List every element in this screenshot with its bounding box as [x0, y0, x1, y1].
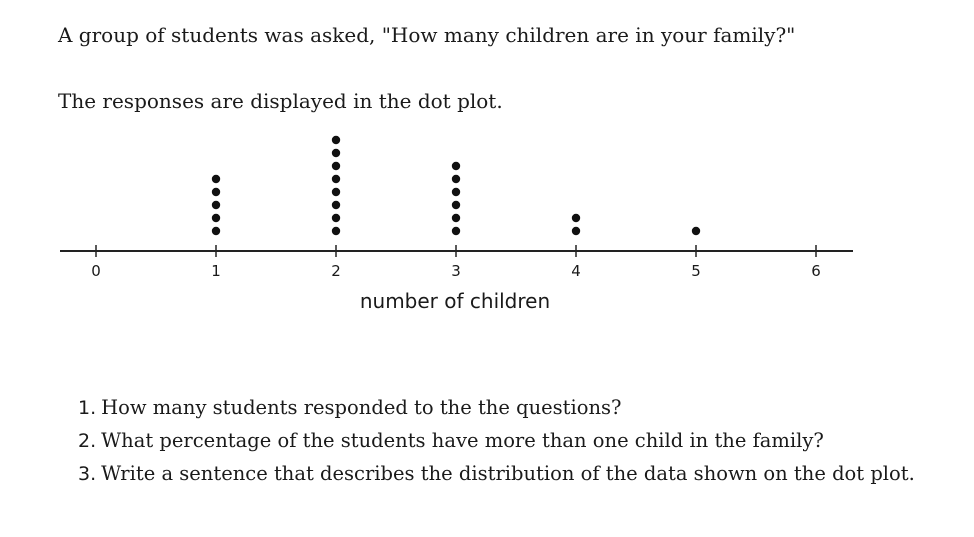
data-dot	[452, 227, 460, 235]
question-item	[78, 457, 915, 490]
question-item	[78, 391, 915, 424]
intro-question-text: A group of students was asked, "How many children are in your family?"	[58, 23, 796, 47]
question-number: 3.	[78, 463, 97, 485]
data-dot	[332, 136, 340, 144]
question-text: What percentage of the students have more than one child in the family?	[101, 429, 824, 452]
data-dot	[212, 227, 220, 235]
data-dot	[692, 227, 700, 235]
tick-labels	[91, 262, 821, 280]
data-dot	[212, 201, 220, 209]
data-dot	[452, 188, 460, 196]
tick-label: 1	[211, 262, 221, 280]
tick-label: 4	[571, 262, 581, 280]
data-dot	[572, 214, 580, 222]
question-number: 1.	[78, 397, 97, 419]
dot-plot	[0, 130, 974, 320]
data-dot	[452, 175, 460, 183]
intro-description-text: The responses are displayed in the dot plot.	[58, 89, 503, 113]
data-dot	[212, 175, 220, 183]
data-dot	[332, 162, 340, 170]
data-dot	[452, 162, 460, 170]
data-dot	[212, 214, 220, 222]
x-axis-title: number of children	[359, 289, 551, 313]
data-dots	[212, 136, 700, 235]
data-dot	[572, 227, 580, 235]
tick-label: 0	[91, 262, 101, 280]
tick-label: 5	[691, 262, 701, 280]
data-dot	[332, 188, 340, 196]
question-text: Write a sentence that describes the distribution of the data shown on the dot plot.	[101, 462, 915, 485]
question-number: 2.	[78, 430, 97, 452]
data-dot	[332, 214, 340, 222]
tick-label: 6	[811, 262, 821, 280]
question-text: How many students responded to the the questions?	[101, 396, 622, 419]
tick-label: 3	[451, 262, 461, 280]
question-list	[78, 391, 915, 490]
data-dot	[332, 227, 340, 235]
question-item	[78, 424, 915, 457]
data-dot	[452, 214, 460, 222]
data-dot	[212, 188, 220, 196]
data-dot	[332, 149, 340, 157]
data-dot	[452, 201, 460, 209]
data-dot	[332, 175, 340, 183]
data-dot	[332, 201, 340, 209]
tick-label: 2	[331, 262, 341, 280]
